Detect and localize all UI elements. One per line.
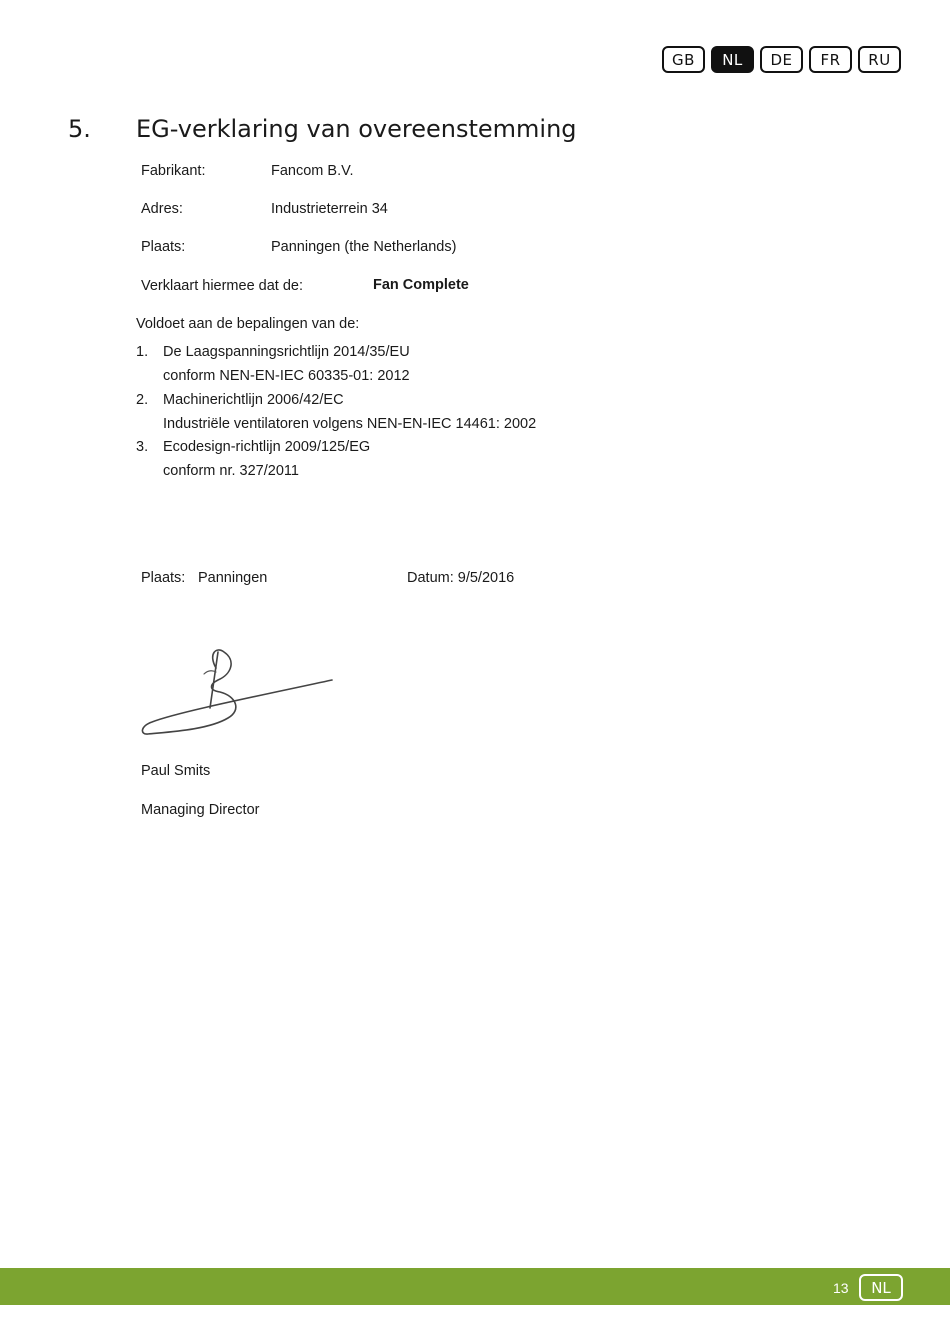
directive-number: 1. <box>136 344 149 360</box>
footer-bar <box>0 1268 950 1305</box>
signoff-place-label: Plaats: <box>141 570 186 586</box>
lang-tab-ru[interactable]: RU <box>858 46 901 73</box>
lang-tab-nl[interactable]: NL <box>711 46 754 73</box>
lang-tab-gb[interactable]: GB <box>662 46 705 73</box>
directive-number: 3. <box>136 439 149 455</box>
directive-detail: Industriële ventilatoren volgens NEN-EN-IEC 14461: 2002 <box>163 416 537 432</box>
signatory-role: Managing Director <box>141 802 260 818</box>
directive-title: Ecodesign-richtlijn 2009/125/EG <box>163 439 371 455</box>
section-title: EG-verklaring van overeenstemming <box>136 115 577 143</box>
footer-language-tab: NL <box>859 1274 903 1301</box>
place-label: Plaats: <box>141 239 186 255</box>
directive-title: Machinerichtlijn 2006/42/EC <box>163 392 344 408</box>
signoff-place-value: Panningen <box>198 570 268 586</box>
directive-number: 2. <box>136 392 149 408</box>
address-label: Adres: <box>141 201 183 217</box>
directive-detail: conform NEN-EN-IEC 60335-01: 2012 <box>163 368 410 384</box>
signature-image <box>138 640 338 745</box>
section-number: 5. <box>68 115 91 143</box>
complies-text: Voldoet aan de bepalingen van de: <box>136 316 360 332</box>
lang-tab-de[interactable]: DE <box>760 46 803 73</box>
declares-label: Verklaart hiermee dat de: <box>141 278 304 294</box>
product-name: Fan Complete <box>373 277 469 293</box>
signoff-date: Datum: 9/5/2016 <box>407 570 515 586</box>
address-value: Industrieterrein 34 <box>271 201 388 217</box>
page-number: 13 <box>833 1280 849 1296</box>
manufacturer-label: Fabrikant: <box>141 163 206 179</box>
directive-title: De Laagspanningsrichtlijn 2014/35/EU <box>163 344 410 360</box>
language-tabs <box>662 46 901 73</box>
signatory-name: Paul Smits <box>141 763 211 779</box>
place-value: Panningen (the Netherlands) <box>271 239 457 255</box>
manufacturer-value: Fancom B.V. <box>271 163 354 179</box>
lang-tab-fr[interactable]: FR <box>809 46 852 73</box>
directive-detail: conform nr. 327/2011 <box>163 463 299 479</box>
